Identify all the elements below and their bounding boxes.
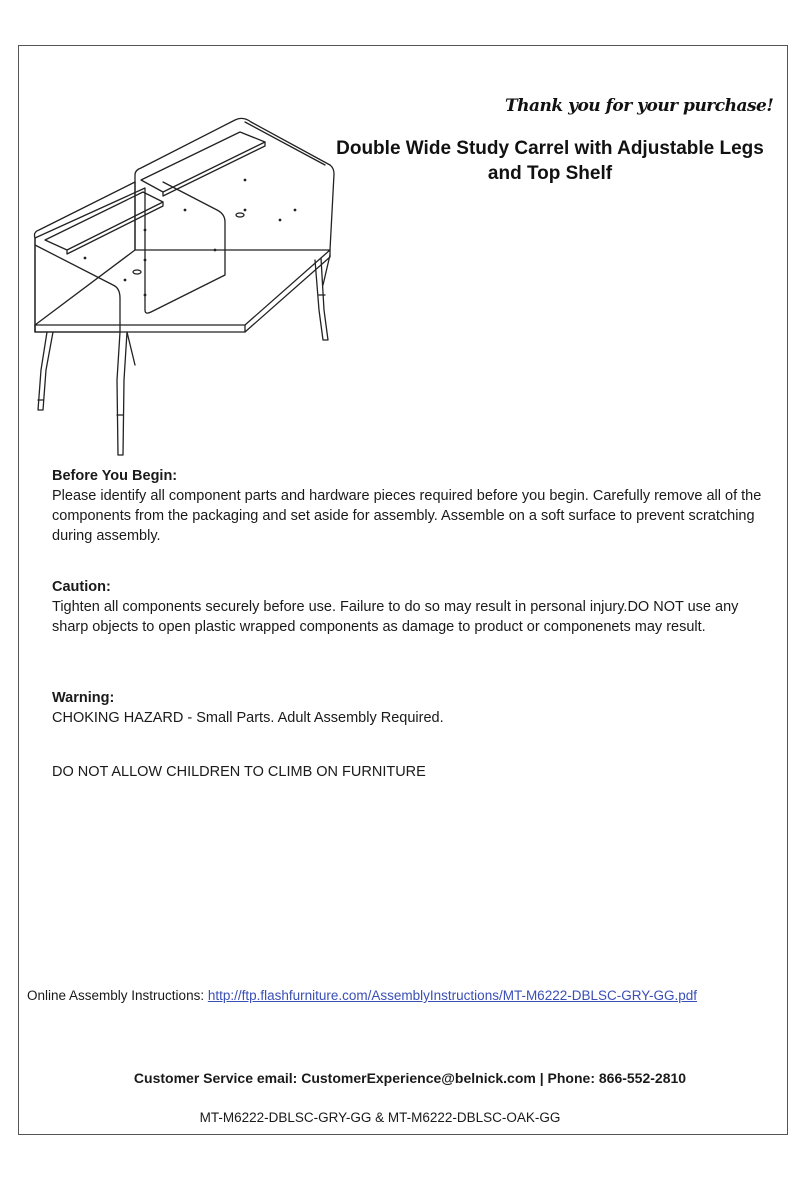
section-heading: Before You Begin: (52, 468, 178, 484)
online-instructions-link[interactable]: http://ftp.flashfurniture.com/AssemblyInstructions/MT-M6222-DBLSC-GRY-GG.pdf (207, 988, 698, 1003)
climb-warning (52, 762, 772, 782)
thanks-message: Thank you for your purchase! (505, 96, 774, 116)
study-carrel-illustration (25, 110, 345, 470)
online-instructions (27, 988, 697, 1003)
front-left-panel (35, 238, 120, 332)
warning-section (52, 688, 772, 728)
back-panel (135, 118, 330, 250)
before-you-begin-section (52, 466, 772, 546)
online-instructions-label: Online Assembly Instructions: (27, 988, 208, 1003)
section-body: CHOKING HAZARD - Small Parts. Adult Assembly Required. (52, 710, 444, 726)
customer-service-line: Customer Service email: CustomerExperience@belnick.com | Phone: 866-552-2810 (133, 1070, 687, 1086)
model-numbers: MT-M6222-DBLSC-GRY-GG & MT-M6222-DBLSC-OAK-GG (199, 1110, 561, 1125)
section-body: Tighten all components securely before use. Failure to do so may result in personal injury.DO NOT use any sharp objects to open plastic wrapped components as damage to product or componenets may result. (52, 599, 739, 635)
middle-divider (145, 182, 225, 313)
page-title: Double Wide Study Carrel with Adjustable Legs and Top Shelf (336, 138, 764, 184)
right-panel (330, 165, 334, 250)
caution-section (52, 577, 772, 637)
section-heading: Caution: (52, 579, 111, 595)
top-shelf (141, 132, 265, 192)
section-heading: Warning: (52, 690, 115, 706)
climb-warning-text: DO NOT ALLOW CHILDREN TO CLIMB ON FURNITURE (52, 764, 426, 780)
section-body: Please identify all component parts and hardware pieces required before you begin. Carefully remove all of the components from the packaging and set aside for assembly. Assemble on a soft surface to prevent scratching during assembly. (52, 488, 762, 544)
desk-top (35, 250, 330, 325)
legs (38, 255, 330, 455)
